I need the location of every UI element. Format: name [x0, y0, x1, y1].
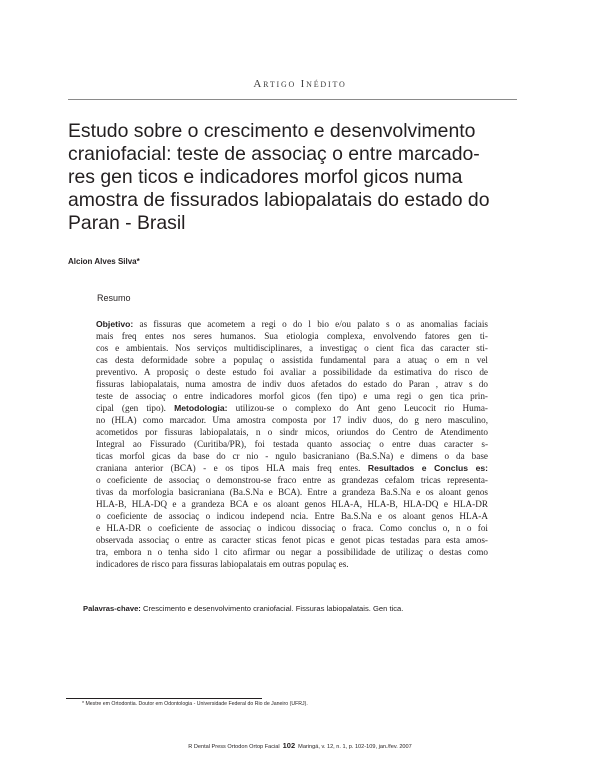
- abstract-line: ticas morfol gicas da base do cr nio - ngulo basicraniano (Ba.S.Na) e dimens o da base: [96, 451, 488, 461]
- title-line: amostra de fissurados labiopalatais do estado do: [68, 189, 490, 211]
- objective-label: Objetivo:: [96, 319, 134, 329]
- abstract-line: cas desta deformidade sobre a populaç o assistida fundamental para a atuaç o em n vel: [96, 355, 488, 365]
- author-footnote: * Mestre em Ortodontia. Doutor em Odontologia - Universidade Federal do Rio de Janeiro (UFRJ).: [82, 701, 308, 707]
- page-footer: [0, 741, 600, 750]
- section-header: Artigo Inédito: [253, 78, 347, 90]
- abstract-line: craniana anterior (BCA) - e os tipos HLA mais freq entes. Resultados e Conclus es:: [96, 463, 488, 473]
- abstract-line: o coeficiente de associaç o demonstrou-se fraco entre as grandezas cefalom tricas representa-: [96, 475, 488, 485]
- footnote-divider: [66, 698, 262, 699]
- abstract-line: Objetivo: as fissuras que acometem a regi o do l bio e/ou palato s o as anomalias faciais: [96, 319, 488, 329]
- abstract-line: preventivo. A proposiç o deste estudo foi avaliar a possibilidade da estimativa do risco de: [96, 367, 488, 377]
- abstract-line: fissuras labiopalatais, numa amostra de indiv duos afetados do estado do Paran , atrav s do: [96, 379, 488, 389]
- abstract-line: cos e ambientais. Nos serviços multidisciplinares, a investigaç o cient fica das caracter sti-: [96, 343, 488, 353]
- abstract-line: Integral ao Fissurado (Curitiba/PR), foi testada quanto associaç o entre duas caracter s-: [96, 439, 488, 449]
- abstract-line: tra, embora n o tenha sido l cito afirmar ou negar a possibilidade de utilizaç o destas como: [96, 547, 488, 557]
- title-line: craniofacial: teste de associaç o entre marcado-: [68, 143, 480, 165]
- abstract-heading: Resumo: [97, 293, 131, 303]
- results-label: Resultados e Conclus es:: [367, 463, 488, 473]
- title-line: Paran - Brasil: [68, 212, 186, 234]
- abstract-body: [96, 318, 488, 570]
- abstract-line: mais freq entes nos seres humanos. Sua etiologia complexa, envolvendo fatores gen ti-: [96, 331, 488, 341]
- page-number: 102: [282, 741, 296, 750]
- keywords-label: Palavras-chave:: [83, 604, 141, 613]
- article-title: [68, 120, 528, 235]
- abstract-line: acometidos por fissuras labiopalatais, n o sindr micos, oriundos do Centro de Atendimento: [96, 427, 488, 437]
- keywords-text: Crescimento e desenvolvimento craniofacial. Fissuras labiopalatais. Gen tica.: [140, 604, 404, 613]
- title-line: res gen ticos e indicadores morfol gicos numa: [68, 166, 463, 188]
- abstract-line: tivas da morfologia basicraniana (Ba.S.Na e BCA). Entre a grandeza Ba.S.Na e os aloant genos: [96, 487, 488, 497]
- author-name: Alcion Alves Silva*: [68, 257, 140, 266]
- abstract-line: o coeficiente de associaç o indicou independ ncia. Entre Ba.S.Na e os aloant genos HLA-A: [96, 511, 488, 521]
- abstract-line: teste de associaç o entre indicadores morfol gicos (fen tipo) e uma regi o gen tica prin-: [96, 391, 488, 401]
- abstract-line: observada associaç o entre as caracter sticas fenot picas e genot picas testadas para esta amos-: [96, 535, 488, 545]
- abstract-line: indicadores de risco para fissuras labiopalatais em outras populaç es.: [96, 559, 349, 569]
- keywords: [83, 604, 403, 613]
- journal-name: R Dental Press Ortodon Ortop Facial: [188, 744, 280, 750]
- abstract-line: no (HLA) como marcador. Uma amostra composta por 17 indiv duos, do g nero masculino,: [96, 415, 488, 425]
- methodology-label: Metodologia:: [174, 403, 228, 413]
- header-divider: [68, 99, 517, 100]
- citation: Maringá, v. 12, n. 1, p. 102-109, jan./fev. 2007: [298, 744, 412, 750]
- abstract-line: e HLA-DR o coeficiente de associaç o indicou dissociaç o fraca. Como conclus o, n o foi: [96, 523, 488, 533]
- abstract-line: cipal (gen tipo). Metodologia: utilizou-se o complexo do Ant geno Leucocit rio Huma-: [96, 403, 488, 413]
- abstract-line: HLA-B, HLA-DQ e a grandeza BCA e os aloant genos HLA-A, HLA-B, HLA-DQ e HLA-DR: [96, 499, 488, 509]
- title-line: Estudo sobre o crescimento e desenvolvimento: [68, 120, 476, 142]
